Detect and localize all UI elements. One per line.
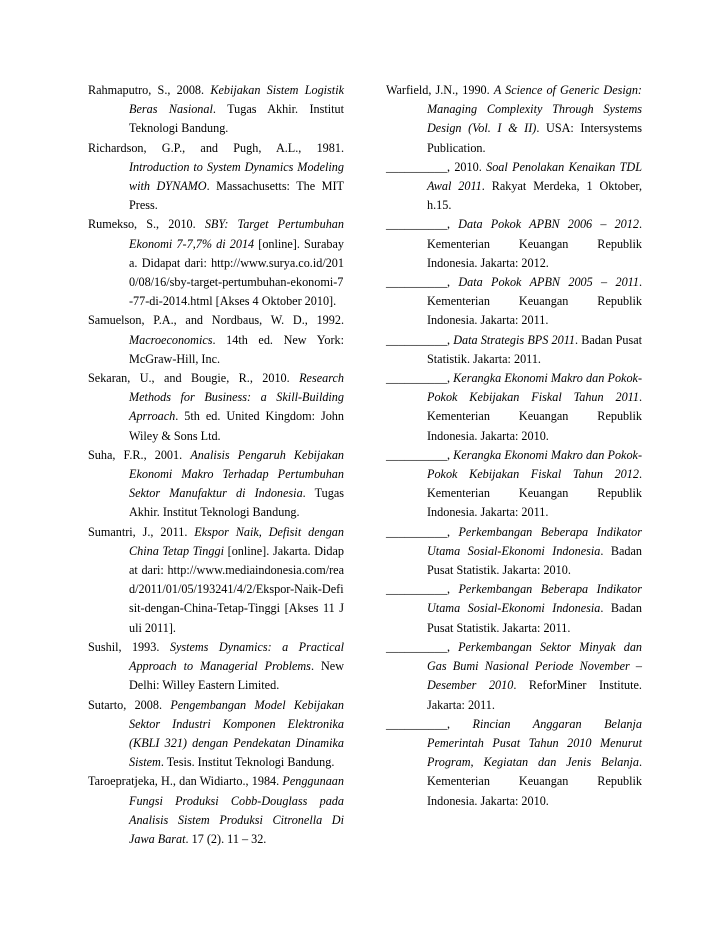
reference-entry — [88, 81, 344, 139]
reference-title: Perkembangan Sektor Minyak dan Gas Bumi Nasional Periode November – Desember 2010 — [427, 639, 643, 693]
reference-details: . Badan Pusat Statistik. Jakarta: 2011. — [427, 601, 643, 635]
reference-details: . 14th ed. New York: McGraw-Hill, Inc. — [129, 332, 344, 366]
reference-title: Ekspor Naik, Defisit dengan China Tetap Tinggi — [129, 524, 344, 558]
reference-details: . 17 (2). 11 – 32. — [185, 831, 267, 846]
reference-title: Pengembangan Model Kebijakan Sektor Industri Komponen Elektronika (KBLI 321) dengan Pendekatan Dinamika Sistem — [129, 697, 344, 770]
reference-author: Suha, F.R., 2001. — [88, 447, 191, 462]
reference-author: __________, — [386, 371, 454, 386]
reference-details: . Kementerian Keuangan Republik Indonesia. Jakarta: 2010. — [427, 390, 642, 443]
reference-author: __________, — [386, 639, 459, 654]
reference-title: Perkembangan Beberapa Indikator Utama Sosial-Ekonomi Indonesia — [427, 524, 642, 558]
reference-entry — [386, 638, 642, 715]
reference-details: . ReforMiner Institute. Jakarta: 2011. — [427, 678, 642, 712]
reference-title: Data Pokok APBN 2005 – 2011 — [458, 275, 639, 290]
reference-entry — [386, 273, 642, 331]
reference-title: Introduction to System Dynamics Modeling with DYNAMO — [129, 159, 344, 194]
reference-details: . Badan Pusat Statistik. Jakarta: 2011. — [427, 332, 643, 366]
reference-details: . 5th ed. United Kingdom: John Wiley & Sons Ltd. — [129, 409, 344, 443]
reference-author: Rahmaputro, S., 2008. — [88, 83, 211, 97]
reference-title: Kebijakan Sistem Logistik Beras Nasional — [129, 83, 344, 117]
reference-details: . Tugas Akhir. Institut Teknologi Bandung. — [129, 102, 344, 136]
reference-title: Macroeconomics — [129, 332, 213, 347]
reference-title: Research Methods for Business: a Skill-Building Aprroach — [129, 371, 344, 424]
reference-details: . Kementerian Keuangan Republik Indonesia. Jakarta: 2011. — [427, 467, 642, 520]
reference-author: Taroepratjeka, H., dan Widiarto., 1984. — [88, 774, 283, 789]
reference-entry — [88, 696, 344, 773]
reference-entry — [88, 139, 344, 216]
reference-column-left — [88, 81, 344, 849]
reference-details: . Rakyat Merdeka, 1 Oktober, h.15. — [427, 179, 642, 213]
reference-author: Sumantri, J., 2011. — [88, 524, 195, 539]
reference-entry — [386, 580, 642, 638]
reference-title: Penggunaan Fungsi Produksi Cobb-Douglass pada Analisis Sistem Produksi Citronella Di Jawa Barat — [129, 774, 344, 846]
reference-title: Perkembangan Beberapa Indikator Utama Sosial-Ekonomi Indonesia — [427, 582, 642, 616]
reference-details: . Kementerian Keuangan Republik Indonesia. Jakarta: 2012. — [427, 217, 643, 270]
reference-author: __________, 2010. — [386, 159, 487, 174]
reference-details: . Badan Pusat Statistik. Jakarta: 2010. — [427, 543, 643, 578]
reference-entry — [386, 158, 642, 216]
reference-author: Sushil, 1993. — [88, 639, 170, 654]
reference-author: __________, — [386, 716, 473, 731]
reference-column-right — [386, 81, 642, 811]
reference-entry — [386, 331, 642, 369]
reference-author: __________, — [386, 275, 459, 290]
reference-entry — [386, 215, 642, 273]
reference-title: Analisis Pengaruh Kebijakan Ekonomi Makro Terhadap Pertumbuhan Sektor Manufaktur di Indonesia — [129, 447, 345, 501]
reference-details: [online]. Jakarta. Didapat dari: http://www.mediaindonesia.com/read/2011/01/05/193241/4/2/Ekspor-Naik-Defisit-dengan-China-Tetap-Tinggi [Akses 11 Juli 2011]. — [129, 543, 344, 635]
reference-entry — [88, 215, 344, 311]
reference-entry — [386, 369, 642, 446]
reference-author: __________, — [386, 524, 459, 539]
reference-entry — [88, 523, 344, 638]
reference-title: Systems Dynamics: a Practical Approach to Managerial Problems — [129, 639, 344, 674]
reference-entry — [386, 523, 642, 581]
reference-author: Sutarto, 2008. — [88, 697, 171, 712]
reference-entry — [386, 715, 642, 811]
reference-author: __________, — [386, 217, 459, 232]
reference-details: . Tesis. Institut Teknologi Bandung. — [160, 755, 335, 770]
reference-details: [online]. Surabaya. Didapat dari: http://www.surya.co.id/2010/08/16/sby-target-pertumbuhan-ekonomi-7-77-di-2014.html [Akses 4 Oktober 2010]. — [129, 236, 344, 309]
reference-title: SBY: Target Pertumbuhan Ekonomi 7-7,7% di 2014 — [129, 217, 344, 251]
reference-details: . Kementerian Keuangan Republik Indonesia. Jakarta: 2010. — [427, 755, 642, 808]
reference-author: __________, — [386, 447, 454, 462]
reference-entry — [386, 81, 642, 158]
reference-author: Warfield, J.N., 1990. — [386, 83, 494, 97]
reference-details: . Massachusetts: The MIT Press. — [129, 179, 345, 213]
reference-author: __________, — [386, 332, 454, 347]
reference-author: __________, — [386, 582, 459, 597]
reference-title: Rincian Anggaran Belanja Pemerintah Pusat Tahun 2010 Menurut Program, Kegiatan dan Jenis Belanja — [427, 716, 642, 770]
reference-title: A Science of Generic Design: Managing Complexity Through Systems Design (Vol. I & II) — [427, 83, 642, 136]
reference-entry — [88, 638, 344, 696]
reference-author: Samuelson, P.A., and Nordbaus, W. D., 1992. — [88, 313, 344, 328]
reference-details: . Tugas Akhir. Institut Teknologi Bandung. — [129, 486, 344, 520]
reference-entry — [88, 311, 344, 369]
reference-entry — [88, 446, 344, 523]
reference-details: . USA: Intersystems Publication. — [427, 121, 642, 155]
reference-title: Soal Penolakan Kenaikan TDL Awal 2011 — [427, 159, 643, 194]
reference-author: Richardson, G.P., and Pugh, A.L., 1981. — [88, 140, 344, 155]
reference-details: . New Delhi: Willey Eastern Limited. — [129, 659, 345, 693]
reference-entry — [386, 446, 642, 523]
reference-details: . Kementerian Keuangan Republik Indonesia. Jakarta: 2011. — [427, 275, 642, 328]
reference-entry — [88, 369, 344, 446]
reference-title: Data Strategis BPS 2011 — [453, 332, 575, 347]
reference-author: Sekaran, U., and Bougie, R., 2010. — [88, 371, 300, 386]
reference-title: Kerangka Ekonomi Makro dan Pokok-Pokok Kebijakan Fiskal Tahun 2012 — [427, 447, 643, 482]
reference-title: Kerangka Ekonomi Makro dan Pokok-Pokok Kebijakan Fiskal Tahun 2011 — [427, 371, 643, 405]
reference-author: Rumekso, S., 2010. — [88, 217, 205, 232]
reference-entry — [88, 772, 344, 849]
reference-title: Data Pokok APBN 2006 – 2012 — [458, 217, 639, 232]
